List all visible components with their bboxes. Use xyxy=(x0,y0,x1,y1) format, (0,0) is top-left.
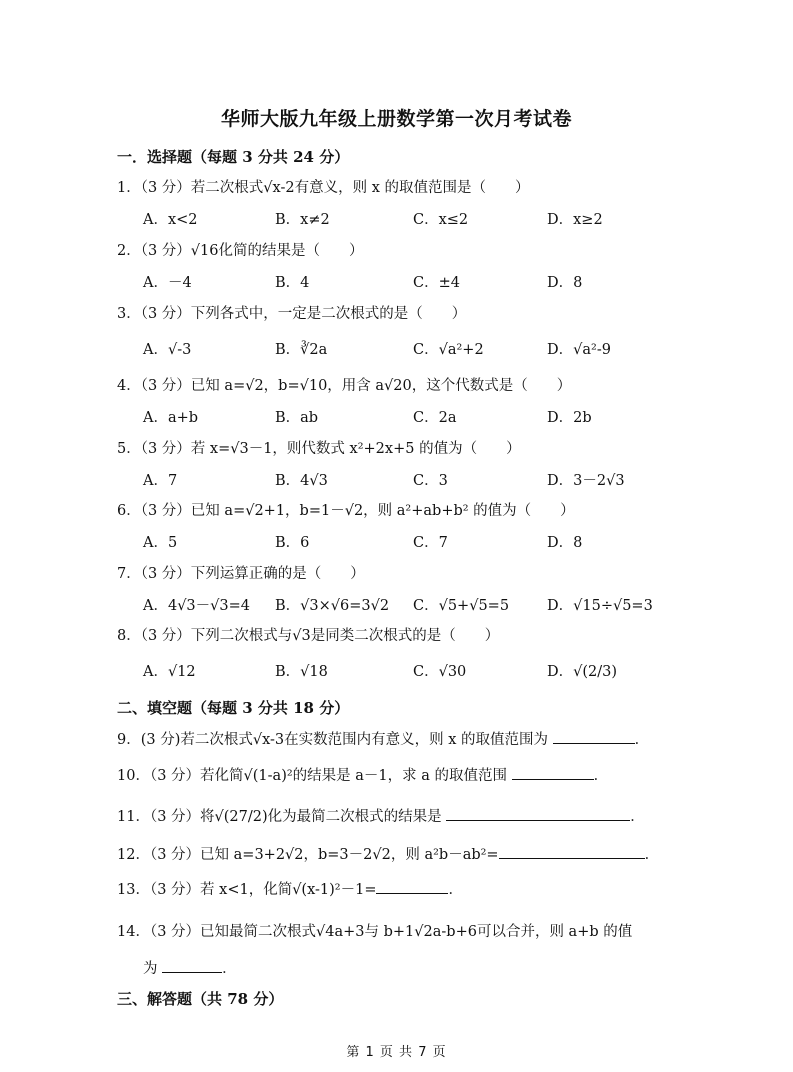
option-b: B．√3×√6=3√2 xyxy=(275,598,390,614)
question-14-continued xyxy=(143,957,237,978)
option-d: D．x≥2 xyxy=(547,212,603,228)
option-d: D．√a²-9 xyxy=(547,342,611,358)
option-b: B．√18 xyxy=(275,664,328,680)
option-a: A．－4 xyxy=(143,275,192,291)
option-b: B．4√3 xyxy=(275,473,328,489)
page-title: 华师大版九年级上册数学第一次月考试卷 xyxy=(220,108,572,130)
answer-blank[interactable] xyxy=(446,806,630,821)
section-heading-choice: 一．选择题（每题 3 分共 24 分） xyxy=(117,148,350,166)
answer-blank[interactable] xyxy=(376,879,448,894)
question-3: 3．（3 分）下列各式中，一定是二次根式的是（ ） xyxy=(117,306,467,322)
question-text: 14．（3 分）已知最简二次根式√4a+3与 b+1√2a-b+6可以合并，则 a+b 的值 xyxy=(117,924,633,940)
answer-blank[interactable] xyxy=(499,844,645,859)
option-a: A．5 xyxy=(143,535,178,551)
question-9 xyxy=(117,728,649,749)
question-text: 13．（3 分）若 x<1，化简√(x-1)²－1= xyxy=(117,882,377,898)
question-13 xyxy=(117,878,463,899)
question-4: 4．（3 分）已知 a=√2，b=√10，用含 a√20，这个代数式是（ ） xyxy=(117,378,572,394)
option-a: A．a+b xyxy=(143,410,199,426)
section-heading-fill: 二、填空题（每题 3 分共 18 分） xyxy=(117,699,350,717)
page-footer: 第 1 页 共 7 页 xyxy=(346,1045,447,1060)
question-end: ． xyxy=(222,961,237,977)
option-c: C．√30 xyxy=(413,664,467,680)
option-c: C．±4 xyxy=(413,275,460,291)
section-heading-solve: 三、解答题（共 78 分） xyxy=(117,990,284,1008)
question-5: 5．（3 分）若 x=√3－1，则代数式 x²+2x+5 的值为（ ） xyxy=(117,441,521,457)
option-a: A．√12 xyxy=(143,664,196,680)
option-c: C．√a²+2 xyxy=(413,342,484,358)
option-d: D．√(2/3) xyxy=(547,664,618,680)
option-c: C．7 xyxy=(413,535,448,551)
option-b: B．ab xyxy=(275,410,319,426)
question-text: 9．(3 分)若二次根式√x-3在实数范围内有意义，则 x 的取值范围为 xyxy=(117,732,553,748)
answer-blank[interactable] xyxy=(553,729,635,744)
question-text: 11．（3 分）将√(27/2)化为最简二次根式的结果是 xyxy=(117,809,447,825)
question-8: 8．（3 分）下列二次根式与√3是同类二次根式的是（ ） xyxy=(117,628,500,644)
option-b: B．x≠2 xyxy=(275,212,330,228)
answer-blank[interactable] xyxy=(162,958,222,973)
option-d: D．8 xyxy=(547,535,583,551)
question-end: ． xyxy=(630,809,645,825)
question-1: 1．（3 分）若二次根式√x-2有意义，则 x 的取值范围是（ ） xyxy=(117,180,530,196)
option-d: D．√15÷√5=3 xyxy=(547,598,653,614)
option-b: B．4 xyxy=(275,275,310,291)
option-d: D．3－2√3 xyxy=(547,473,625,489)
question-14 xyxy=(117,920,632,941)
question-12 xyxy=(117,843,659,864)
question-6: 6．（3 分）已知 a=√2+1，b=1－√2，则 a²+ab+b² 的值为（ ） xyxy=(117,503,575,519)
option-a: A．√-3 xyxy=(143,342,192,358)
question-end: ． xyxy=(644,847,660,863)
option-c: C．2a xyxy=(413,410,457,426)
question-10 xyxy=(117,764,608,785)
option-a: A．x<2 xyxy=(143,212,198,228)
option-d: D．2b xyxy=(547,410,592,426)
question-text: 10．（3 分）若化简√(1-a)²的结果是 a－1，求 a 的取值范围 xyxy=(117,768,512,784)
option-b: B．∛2a xyxy=(275,342,328,358)
option-b: B．6 xyxy=(275,535,310,551)
option-c: C．3 xyxy=(413,473,448,489)
question-end: ． xyxy=(593,768,609,784)
answer-blank[interactable] xyxy=(512,765,594,780)
question-7: 7．（3 分）下列运算正确的是（ ） xyxy=(117,566,365,582)
option-c: C．√5+√5=5 xyxy=(413,598,510,614)
option-a: A．4√3－√3=4 xyxy=(143,598,251,614)
question-11 xyxy=(117,805,645,826)
question-end: ． xyxy=(634,732,650,748)
option-a: A．7 xyxy=(143,473,178,489)
question-end: ． xyxy=(448,882,463,898)
question-text: 为 xyxy=(143,961,163,977)
option-d: D．8 xyxy=(547,275,583,291)
question-2: 2．（3 分）√16化简的结果是（ ） xyxy=(117,243,364,259)
question-text: 12．（3 分）已知 a=3+2√2，b=3－2√2，则 a²b－ab²= xyxy=(117,847,499,863)
option-c: C．x≤2 xyxy=(413,212,469,228)
